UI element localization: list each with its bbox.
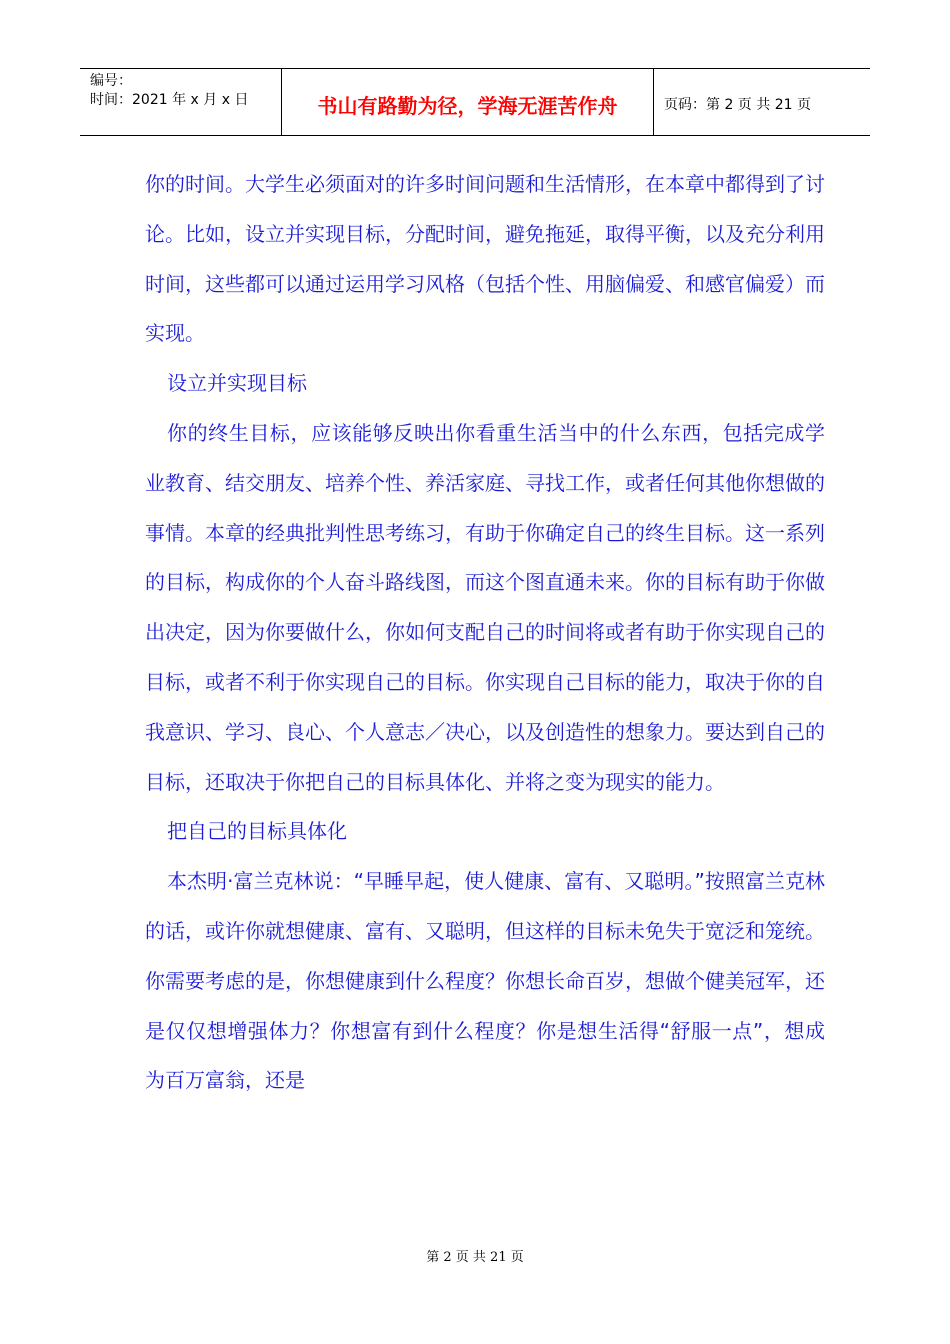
time-label: 时间：2021 年 x 月 x 日 bbox=[90, 92, 249, 108]
section-heading-1: 设立并实现目标 bbox=[167, 371, 307, 396]
paragraph-3: 本杰明·富兰克林说：“早睡早起，使人健康、富有、又聪明。”按照富兰克林的话，或许你就想健康、富有、又聪明，但这样的目标未免失于宽泛和笼统。你需要考虑的是，你想健康到什么程度？你想长命百岁，想做个健美冠军，还是仅仅想增强体力？你想富有到什么程度？你是想生活得“舒服一点”，想成为百万富翁，还是 bbox=[145, 869, 825, 1093]
page-footer: 第 2 页 共 21 页 bbox=[426, 1250, 524, 1265]
paragraph-2: 你的终生目标，应该能够反映出你看重生活当中的什么东西，包括完成学业教育、结交朋友、培养个性、养活家庭、寻找工作，或者任何其他你想做的事情。本章的经典批判性思考练习，有助于你确定自己的终生目标。这一系列的目标，构成你的个人奋斗路线图，而这个图直通未来。你的目标有助于你做出决定，因为你要做什么，你如何支配自己的时间将或者有助于你实现自己的目标，或者不利于你实现自己的目标。你实现自己目标的能力，取决于你的自我意识、学习、良心、个人意志／决心，以及创造性的想象力。要达到自己的目标，还取决于你把自己的目标具体化、并将之变为现实的能力。 bbox=[145, 420, 825, 794]
header-table bbox=[80, 68, 870, 136]
section-heading-2: 把自己的目标具体化 bbox=[167, 819, 347, 844]
page-info: 页码：第 2 页 共 21 页 bbox=[664, 97, 811, 113]
motto: 书山有路勤为径，学海无涯苦作舟 bbox=[282, 69, 654, 135]
number-label: 编号： bbox=[90, 73, 132, 89]
document-body bbox=[145, 160, 825, 1106]
header-left-cell bbox=[80, 69, 282, 135]
paragraph-1: 你的时间。大学生必须面对的许多时间问题和生活情形，在本章中都得到了讨论。比如，设立并实现目标，分配时间，避免拖延，取得平衡，以及充分利用时间，这些都可以通过运用学习风格（包括个性、用脑偏爱、和感官偏爱）而实现。 bbox=[145, 172, 825, 346]
